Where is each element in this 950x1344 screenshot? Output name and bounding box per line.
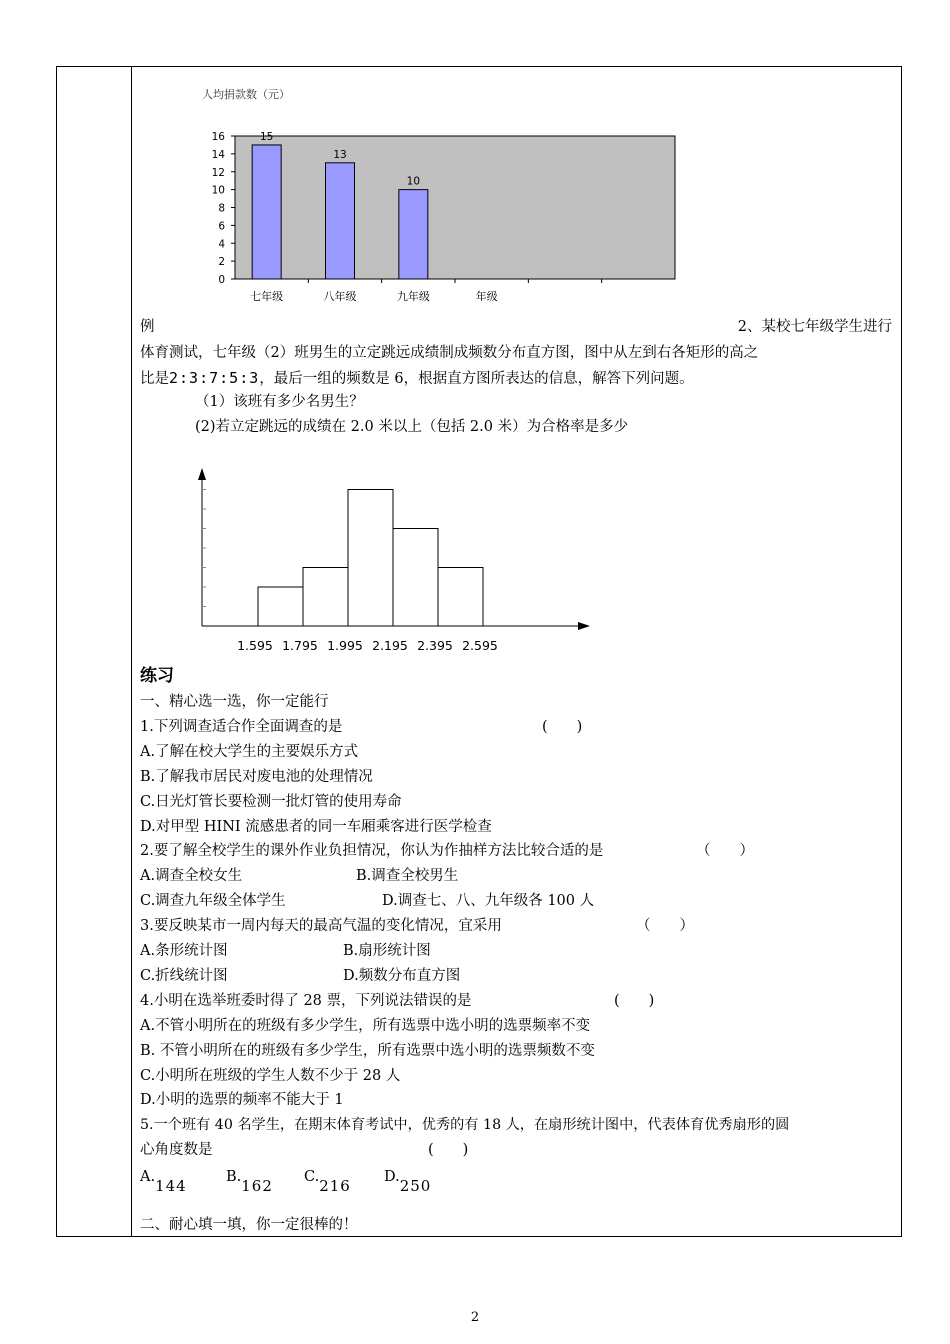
x-tick-label: 2.395 [417,638,453,653]
q2-option-c: C.调查九年级全体学生 [140,893,286,909]
q3-option-d: D.频数分布直方图 [343,968,461,984]
x-tick-label: 1.595 [237,638,273,653]
x-tick-label: 2.595 [462,638,498,653]
histogram-bar [393,529,438,627]
ratio-value: 2:3:7:5:3 [169,369,260,387]
bar [252,145,281,279]
practice-title: 练习 [140,666,174,686]
plot-area [235,136,675,279]
y-tick-label: 6 [218,220,225,233]
bar [399,190,428,279]
section1-heading: 一、精心选一选，你一定能行 [140,694,329,710]
q2-option-b: B.调查全校男生 [356,868,459,884]
histogram-bar [303,568,348,627]
q5-answer-paren: ( ) [428,1142,469,1158]
q4-option-d: D.小明的选票的频率不能大于 1 [140,1092,344,1108]
q4-answer-paren: ( ) [614,993,655,1009]
example2-q1: （1）该班有多少名男生？ [195,394,364,410]
q5-option-d: D.250 [384,1169,432,1195]
q5-option-a: A.144 [140,1169,187,1195]
q1-option-d: D.对甲型 HINI 流感患者的同一车厢乘客进行医学检查 [140,819,492,835]
q1-text: 1.下列调查适合作全面调查的是 [140,719,343,735]
q3-option-a: A.条形统计图 [140,943,228,959]
x-axis-arrow [578,622,590,630]
x-tick-label: 2.195 [372,638,408,653]
chart-title: 人均捐款数（元） [202,88,290,101]
y-tick-label: 10 [211,184,225,197]
q4-text: 4.小明在选举班委时得了 28 票，下列说法错误的是 [140,993,472,1009]
x-tick-label: 七年级 [250,290,284,303]
y-tick-label: 16 [211,131,225,143]
data-label: 13 [333,148,347,161]
q5-option-b: B.162 [226,1169,273,1195]
q1-option-a: A.了解在校大学生的主要娱乐方式 [140,744,359,760]
example-label: 例 [140,319,155,335]
q4-option-c: C.小明所在班级的学生人数不少于 28 人 [140,1068,401,1084]
example2-lead: 2、某校七年级学生进行 [737,319,892,335]
x-tick-label: 九年级 [396,290,430,303]
q5-text-line2: 心角度数是 [140,1142,213,1158]
y-tick-label: 0 [218,274,225,286]
q3-option-b: B.扇形统计图 [343,943,431,959]
q3-text: 3.要反映某市一周内每天的最高气温的变化情况，宜采用 [140,918,502,934]
q3-option-c: C.折线统计图 [140,968,228,984]
y-tick-label: 8 [218,202,225,215]
data-label: 15 [259,130,274,143]
q2-answer-paren: （ ） [696,843,754,859]
long-jump-histogram [180,458,610,658]
x-tick-label: 年级 [475,290,498,303]
q5-option-c: C.216 [304,1169,351,1195]
example2-line1 [140,315,892,340]
section2-heading: 二、耐心填一填，你一定很棒的！ [140,1217,358,1233]
q1-option-b: B.了解我市居民对废电池的处理情况 [140,769,373,785]
q5-text-line1: 5.一个班有 40 名学生，在期末体育考试中，优秀的有 18 人，在扇形统计图中，代表体育优秀扇形的圆 [140,1117,790,1133]
page-number: 2 [470,1310,480,1325]
q2-option-d: D.调查七、八、九年级各 100 人 [382,893,595,909]
y-axis-arrow [198,468,206,480]
histogram-bar [258,587,303,626]
example2-q2: (2)若立定跳远的成绩在 2.0 米以上（包括 2.0 米）为合格率是多少 [195,419,629,435]
data-label: 10 [406,175,421,188]
q4-option-b: B. 不管小明所在的班级有多少学生，所有选票中选小明的选票频数不变 [140,1043,595,1059]
example2-line3: 比是2:3:7:5:3，最后一组的频数是 6，根据直方图所表达的信息，解答下列问题。 [140,369,694,387]
x-tick-label: 1.995 [327,638,363,653]
histogram-bar [438,568,483,627]
donation-bar-chart [180,80,740,320]
y-tick-label: 4 [218,238,225,251]
q1-answer-paren: ( ) [542,719,583,735]
y-tick-label: 2 [218,256,225,269]
q2-option-a: A.调查全校女生 [140,868,243,884]
q4-option-a: A.不管小明所在的班级有多少学生，所有选票中选小明的选票频率不变 [140,1018,591,1034]
x-tick-label: 八年级 [323,290,357,303]
y-tick-label: 14 [211,148,225,161]
table-column-divider [131,67,132,1236]
q2-text: 2.要了解全校学生的课外作业负担情况，你认为作抽样方法比较合适的是 [140,843,604,859]
q3-answer-paren: （ ） [636,918,694,934]
q1-option-c: C.日光灯管长要检测一批灯管的使用寿命 [140,794,402,810]
bar [326,163,355,279]
x-tick-label: 1.795 [282,638,318,653]
histogram-bar [348,490,393,627]
y-tick-label: 12 [211,166,225,179]
example2-line2: 体育测试，七年级（2）班男生的立定跳远成绩制成频数分布直方图，图中从左到右各矩形的高之 [140,345,759,361]
